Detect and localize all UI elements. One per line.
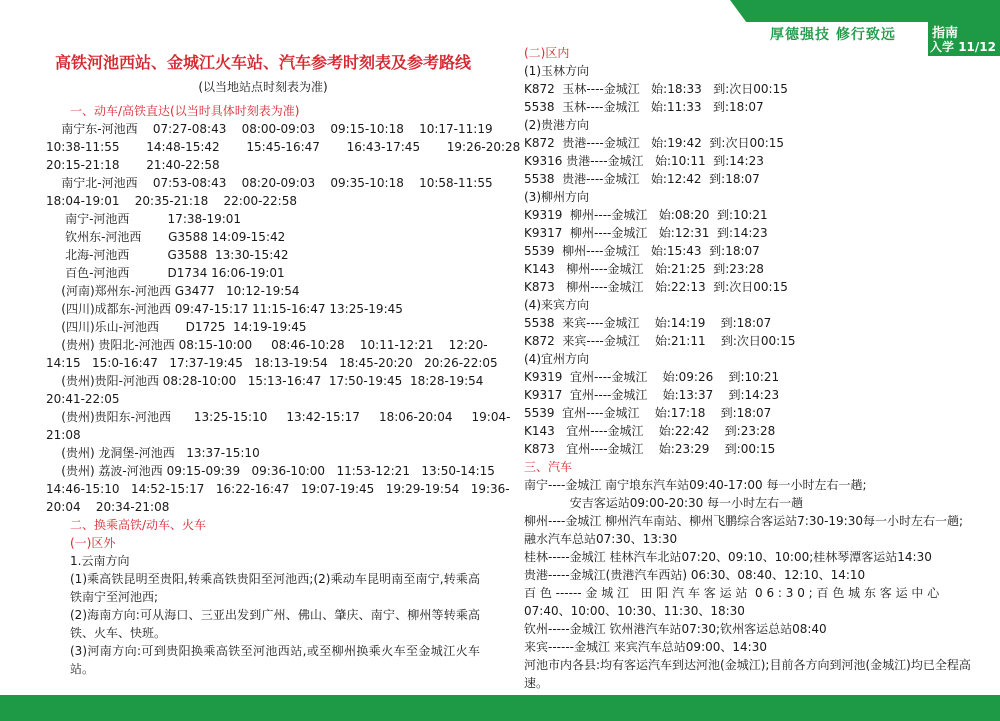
route-paragraph: (2)海南方向:可从海口、三亚出发到广州、佛山、肇庆、南宁、柳州等转乘高铁、火车、快班。 [70, 608, 480, 640]
bus-line: 来宾------金城江 来宾汽车总站09:00、14:30 [524, 640, 767, 654]
schedule-line: 百色-河池西 D1734 16:06-19:01 [46, 266, 285, 280]
direction-heading: (1)玉林方向 [524, 64, 589, 78]
schedule-line: (贵州)贵阳东-河池西 13:25-15:10 13:42-15:17 18:06-20:04 19:04- [46, 410, 511, 424]
schedule-line: (贵州)贵阳-河池西 08:28-10:00 15:13-16:47 17:50-19:45 18:28-19:54 [46, 374, 484, 388]
schedule-line: 18:04-19:01 20:35-21:18 22:00-22:58 [46, 194, 297, 208]
bus-line: 贵港-----金城江(贵港汽车西站) 06:30、08:40、12:10、14:10 [524, 568, 866, 582]
bus-line: 安吉客运站09:00-20:30 每一小时左右一趟 [524, 496, 804, 510]
train-row: K872 来宾----金城江 始:21:11 到:次日00:15 [524, 334, 796, 348]
bus-line: 钦州-----金城江 钦州港汽车站07:30;钦州客运总站08:40 [524, 622, 827, 636]
section-heading-inside: (二)区内 [524, 46, 570, 60]
bus-line: 河池市内各县:均有客运汽车到达河池(金城江);目前各方向到河池(金城江)均已全程高速。 [524, 658, 971, 690]
section-heading-transfer: 二、换乘高铁/动车、火车 [70, 518, 207, 532]
train-row: K872 玉林----金城江 始:18:33 到:次日00:15 [524, 82, 788, 96]
schedule-line: 北海-河池西 G3588 13:30-15:42 [46, 248, 289, 262]
train-row: K143 宜州----金城江 始:22:42 到:23:28 [524, 424, 776, 438]
direction-heading: (4)宜州方向 [524, 352, 589, 366]
train-row: K9317 柳州----金城江 始:12:31 到:14:23 [524, 226, 768, 240]
route-paragraph: (1)乘高铁昆明至贵阳,转乘高铁贵阳至河池西;(2)乘动车昆明南至南宁,转乘高铁南宁至河池西; [70, 572, 480, 604]
right-column [524, 44, 974, 692]
train-row: K873 柳州----金城江 始:22:13 到:次日00:15 [524, 280, 788, 294]
direction-heading: (4)来宾方向 [524, 298, 589, 312]
train-row: 5538 贵港----金城江 始:12:42 到:18:07 [524, 172, 760, 186]
train-row: K872 贵港----金城江 始:19:42 到:次日00:15 [524, 136, 785, 150]
yunnan-heading: 1.云南方向 [70, 554, 130, 568]
train-row: K143 柳州----金城江 始:21:25 到:23:28 [524, 262, 764, 276]
train-row: K873 宜州----金城江 始:23:29 到:00:15 [524, 442, 776, 456]
subsection-heading-outside: (一)区外 [70, 536, 116, 550]
direction-heading: (2)贵港方向 [524, 118, 589, 132]
guide-title: 指南 [932, 26, 959, 41]
bus-line: 融水汽车总站07:30、13:30 [524, 532, 678, 546]
schedule-line: 南宁东-河池西 07:27-08:43 08:00-09:03 09:15-10:18 10:17-11:19 [46, 122, 493, 136]
bus-line: 柳州----金城江 柳州汽车南站、柳州飞鹏综合客运站7:30-19:30每一小时左右一趟; [524, 514, 964, 528]
train-row: 5538 玉林----金城江 始:11:33 到:18:07 [524, 100, 764, 114]
schedule-line: (河南)郑州东-河池西 G3477 10:12-19:54 [46, 284, 300, 298]
train-row: K9319 柳州----金城江 始:08:20 到:10:21 [524, 208, 768, 222]
train-row: 5539 柳州----金城江 始:15:43 到:18:07 [524, 244, 760, 258]
page-subtitle: (以当地站点时刻表为准) [198, 80, 328, 94]
motto: 厚德强技 修行致远 [770, 27, 896, 43]
direction-heading: (3)柳州方向 [524, 190, 589, 204]
schedule-line: 10:38-11:55 14:48-15:42 15:45-16:47 16:43-17:45 19:26-20:28 [46, 140, 521, 154]
bus-line: 百 色 ------ 金 城 江 田 阳 汽 车 客 运 站 0 6 : 3 0 ; 百 色 城 东 客 运 中 心 [524, 586, 940, 600]
schedule-line: (贵州) 龙洞堡-河池西 13:37-15:10 [46, 446, 260, 460]
guide-page-label: 入学 11/12 [930, 40, 996, 54]
route-paragraph: (3)河南方向:可到贵阳换乘高铁至河池西站,或至柳州换乘火车至金城江火车站。 [70, 644, 480, 676]
schedule-line: (贵州) 贵阳北-河池西 08:15-10:00 08:46-10:28 10:11-12:21 12:20- [46, 338, 488, 352]
schedule-line: 钦州东-河池西 G3588 14:09-15:42 [46, 230, 286, 244]
page-title: 高铁河池西站、金城江火车站、汽车参考时刻表及参考路线 [54, 53, 471, 72]
section-heading-direct: 一、动车/高铁直达(以当时具体时刻表为准) [70, 104, 300, 118]
bus-line: 南宁----金城江 南宁埌东汽车站09:40-17:00 每一小时左右一趟; [524, 478, 867, 492]
schedule-line: (贵州) 荔波-河池西 09:15-09:39 09:36-10:00 11:53-12:21 13:50-14:15 [46, 464, 495, 478]
left-column [46, 44, 521, 678]
train-row: K9319 宜州----金城江 始:09:26 到:10:21 [524, 370, 780, 384]
schedule-line: (四川)成都东-河池西 09:47-15:17 11:15-16:47 13:25-19:45 [46, 302, 403, 316]
schedule-line: 21:08 [46, 428, 81, 442]
bottom-band [0, 695, 1000, 721]
bus-line: 桂林-----金城江 桂林汽车北站07:20、09:10、10:00;桂林琴潭客运站14:30 [524, 550, 932, 564]
schedule-line: 20:15-21:18 21:40-22:58 [46, 158, 220, 172]
schedule-line: 南宁北-河池西 07:53-08:43 08:20-09:03 09:35-10:18 10:58-11:55 [46, 176, 493, 190]
schedule-line: 14:46-15:10 14:52-15:17 16:22-16:47 19:07-19:45 19:29-19:54 19:36- [46, 482, 510, 496]
train-row: K9317 宜州----金城江 始:13:37 到:14:23 [524, 388, 780, 402]
bus-line: 07:40、10:00、10:30、11:30、18:30 [524, 604, 745, 618]
schedule-line: 20:41-22:05 [46, 392, 120, 406]
train-row: K9316 贵港----金城江 始:10:11 到:14:23 [524, 154, 764, 168]
schedule-line: 20:04 20:34-21:08 [46, 500, 170, 514]
schedule-line: (四川)乐山-河池西 D1725 14:19-19:45 [46, 320, 307, 334]
section-heading-bus: 三、汽车 [524, 460, 573, 474]
train-row: 5539 宜州----金城江 始:17:18 到:18:07 [524, 406, 772, 420]
top-green-slant [730, 0, 1000, 22]
schedule-line: 南宁-河池西 17:38-19:01 [46, 212, 242, 226]
train-row: 5538 来宾----金城江 始:14:19 到:18:07 [524, 316, 772, 330]
schedule-line: 14:15 15:0-16:47 17:37-19:45 18:13-19:54 18:45-20:20 20:26-22:05 [46, 356, 498, 370]
